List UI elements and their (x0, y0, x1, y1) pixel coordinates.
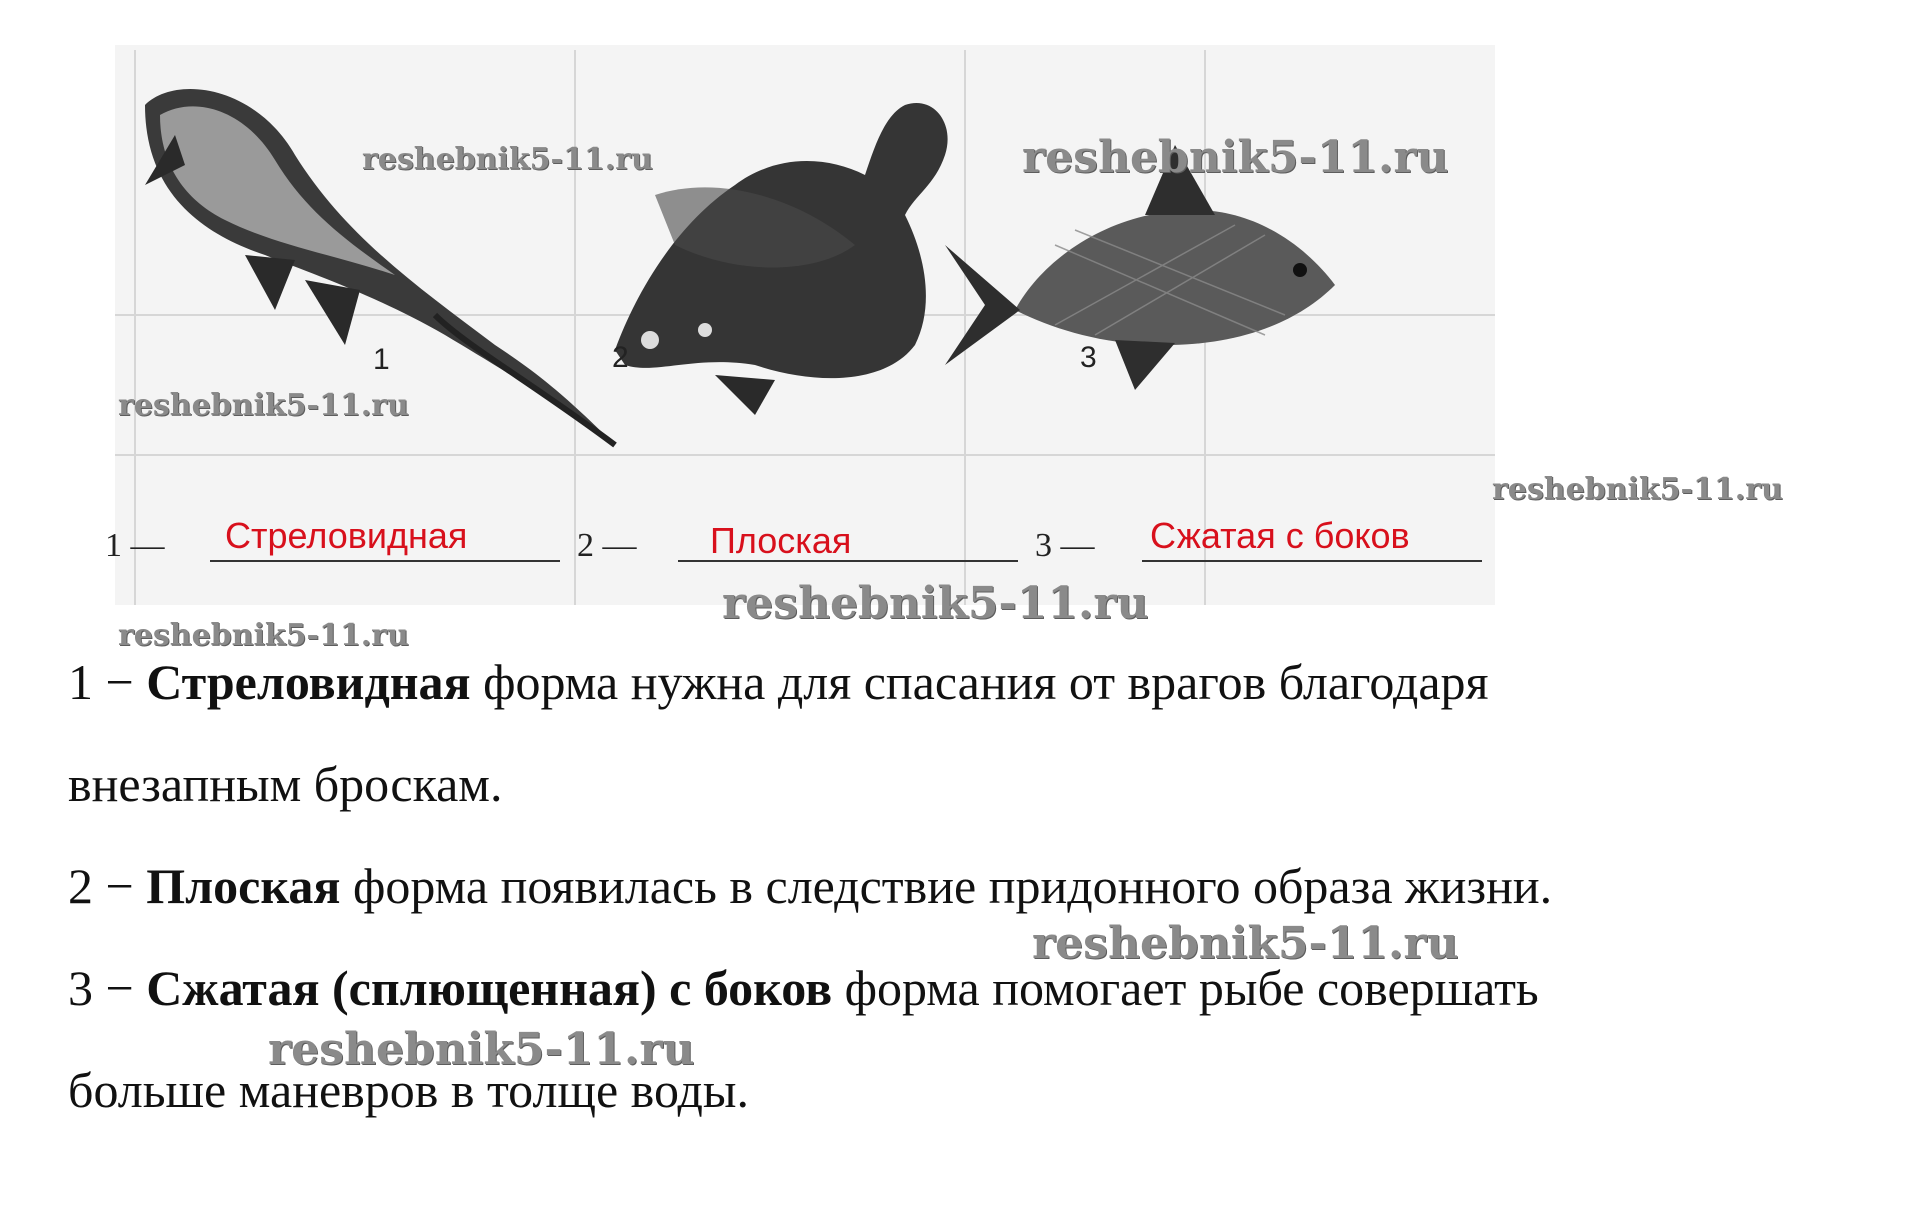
answer-text-2: Плоская (710, 520, 852, 561)
paragraph-text: форма помогает рыбе совершать (832, 960, 1539, 1016)
watermark: reshebnik5-11.ru (1022, 132, 1449, 183)
watermark: reshebnik5-11.ru (118, 618, 409, 653)
paragraph-prefix: 3 − (68, 960, 147, 1016)
paragraph-text: форма нужна для спасания от врагов благодаря (470, 654, 1489, 710)
paragraph-1 (68, 652, 1489, 712)
answer-number-1: 1 — (105, 527, 165, 564)
answer-number-3: 3 — (1035, 527, 1095, 564)
watermark: reshebnik5-11.ru (1492, 472, 1783, 507)
figure-number-3: 3 (1080, 341, 1097, 374)
answer-line-1 (210, 560, 560, 562)
figure-number-1: 1 (373, 343, 390, 376)
paragraph-1-continued (68, 754, 502, 814)
paragraph-text: форма появилась в следствие придонного образа жизни. (340, 858, 1553, 914)
paragraph-text: внезапным броскам. (68, 756, 503, 812)
paragraph-bold: Плоская (146, 858, 341, 914)
flounder-drawing (615, 103, 948, 415)
answer-number-2: 2 — (577, 527, 637, 564)
watermark: reshebnik5-11.ru (118, 388, 409, 423)
figure-number-2: 2 (612, 341, 629, 374)
paragraph-bold: Стреловидная (146, 654, 471, 710)
watermark: reshebnik5-11.ru (1032, 918, 1459, 969)
paragraph-prefix: 2 − (68, 858, 147, 914)
answer-line-3 (1142, 560, 1482, 562)
answer-text-1: Стреловидная (225, 515, 468, 556)
watermark: reshebnik5-11.ru (268, 1024, 695, 1075)
answer-text-3: Сжатая с боков (1150, 515, 1410, 556)
paragraph-2 (68, 856, 1552, 916)
watermark: reshebnik5-11.ru (722, 578, 1149, 629)
paragraph-prefix: 1 − (68, 654, 147, 710)
fish-figure (105, 45, 1495, 605)
paragraph-text: больше маневров в толще воды. (68, 1062, 750, 1118)
watermark: reshebnik5-11.ru (362, 142, 653, 177)
paragraph-bold: Сжатая (сплющенная) с боков (146, 960, 833, 1016)
